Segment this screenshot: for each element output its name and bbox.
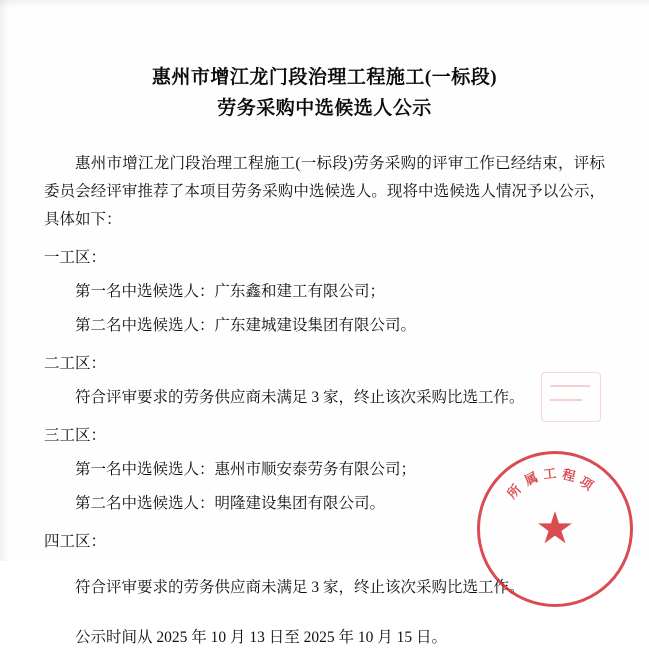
section-label-1: 一工区： — [44, 249, 107, 266]
document-title — [44, 62, 605, 124]
candidate-item: 第一名中选候选人：广东鑫和建工有限公司； — [75, 283, 386, 300]
seal-char: 所 — [504, 481, 525, 502]
candidate-item: 第二名中选候选人：广东建城建设集团有限公司。 — [75, 317, 417, 334]
seal-char: 程 — [560, 466, 578, 485]
seal-char: 工 — [542, 465, 557, 482]
section-label-3: 三工区： — [44, 427, 107, 444]
spacer — [44, 556, 605, 568]
notice-period: 公示时间从 2025 年 10 月 13 日至 2025 年 10 月 15 日。 — [75, 629, 448, 646]
page-edge-left — [0, 0, 10, 561]
section-label-4: 四工区： — [44, 533, 107, 550]
seal-char: 属 — [521, 469, 541, 489]
seal-char: 项 — [576, 473, 597, 494]
seal-star-icon: ★ — [535, 504, 575, 553]
intro-paragraph: 惠州市增江龙门段治理工程施工(一标段)劳务采购的评审工作已经结束，评标委员会经评审推荐了本项目劳务采购中选候选人。现将中选候选人情况予以公示，具体如下： — [44, 155, 605, 228]
section-note: 符合评审要求的劳务供应商未满足 3 家，终止该次采购比选工作。 — [75, 389, 525, 406]
page-edge-top — [0, 0, 649, 8]
candidate-item: 第一名中选候选人：惠州市顺安泰劳务有限公司； — [75, 461, 417, 478]
title-line-2: 劳务采购中选候选人公示 — [217, 98, 432, 119]
candidate-item: 第二名中选候选人：明隆建设集团有限公司。 — [75, 495, 386, 512]
section-note: 符合评审要求的劳务供应商未满足 3 家，终止该次采购比选工作。 — [75, 579, 525, 596]
section-label-2: 二工区： — [44, 355, 107, 372]
title-line-1: 惠州市增江龙门段治理工程施工(一标段) — [151, 67, 498, 88]
